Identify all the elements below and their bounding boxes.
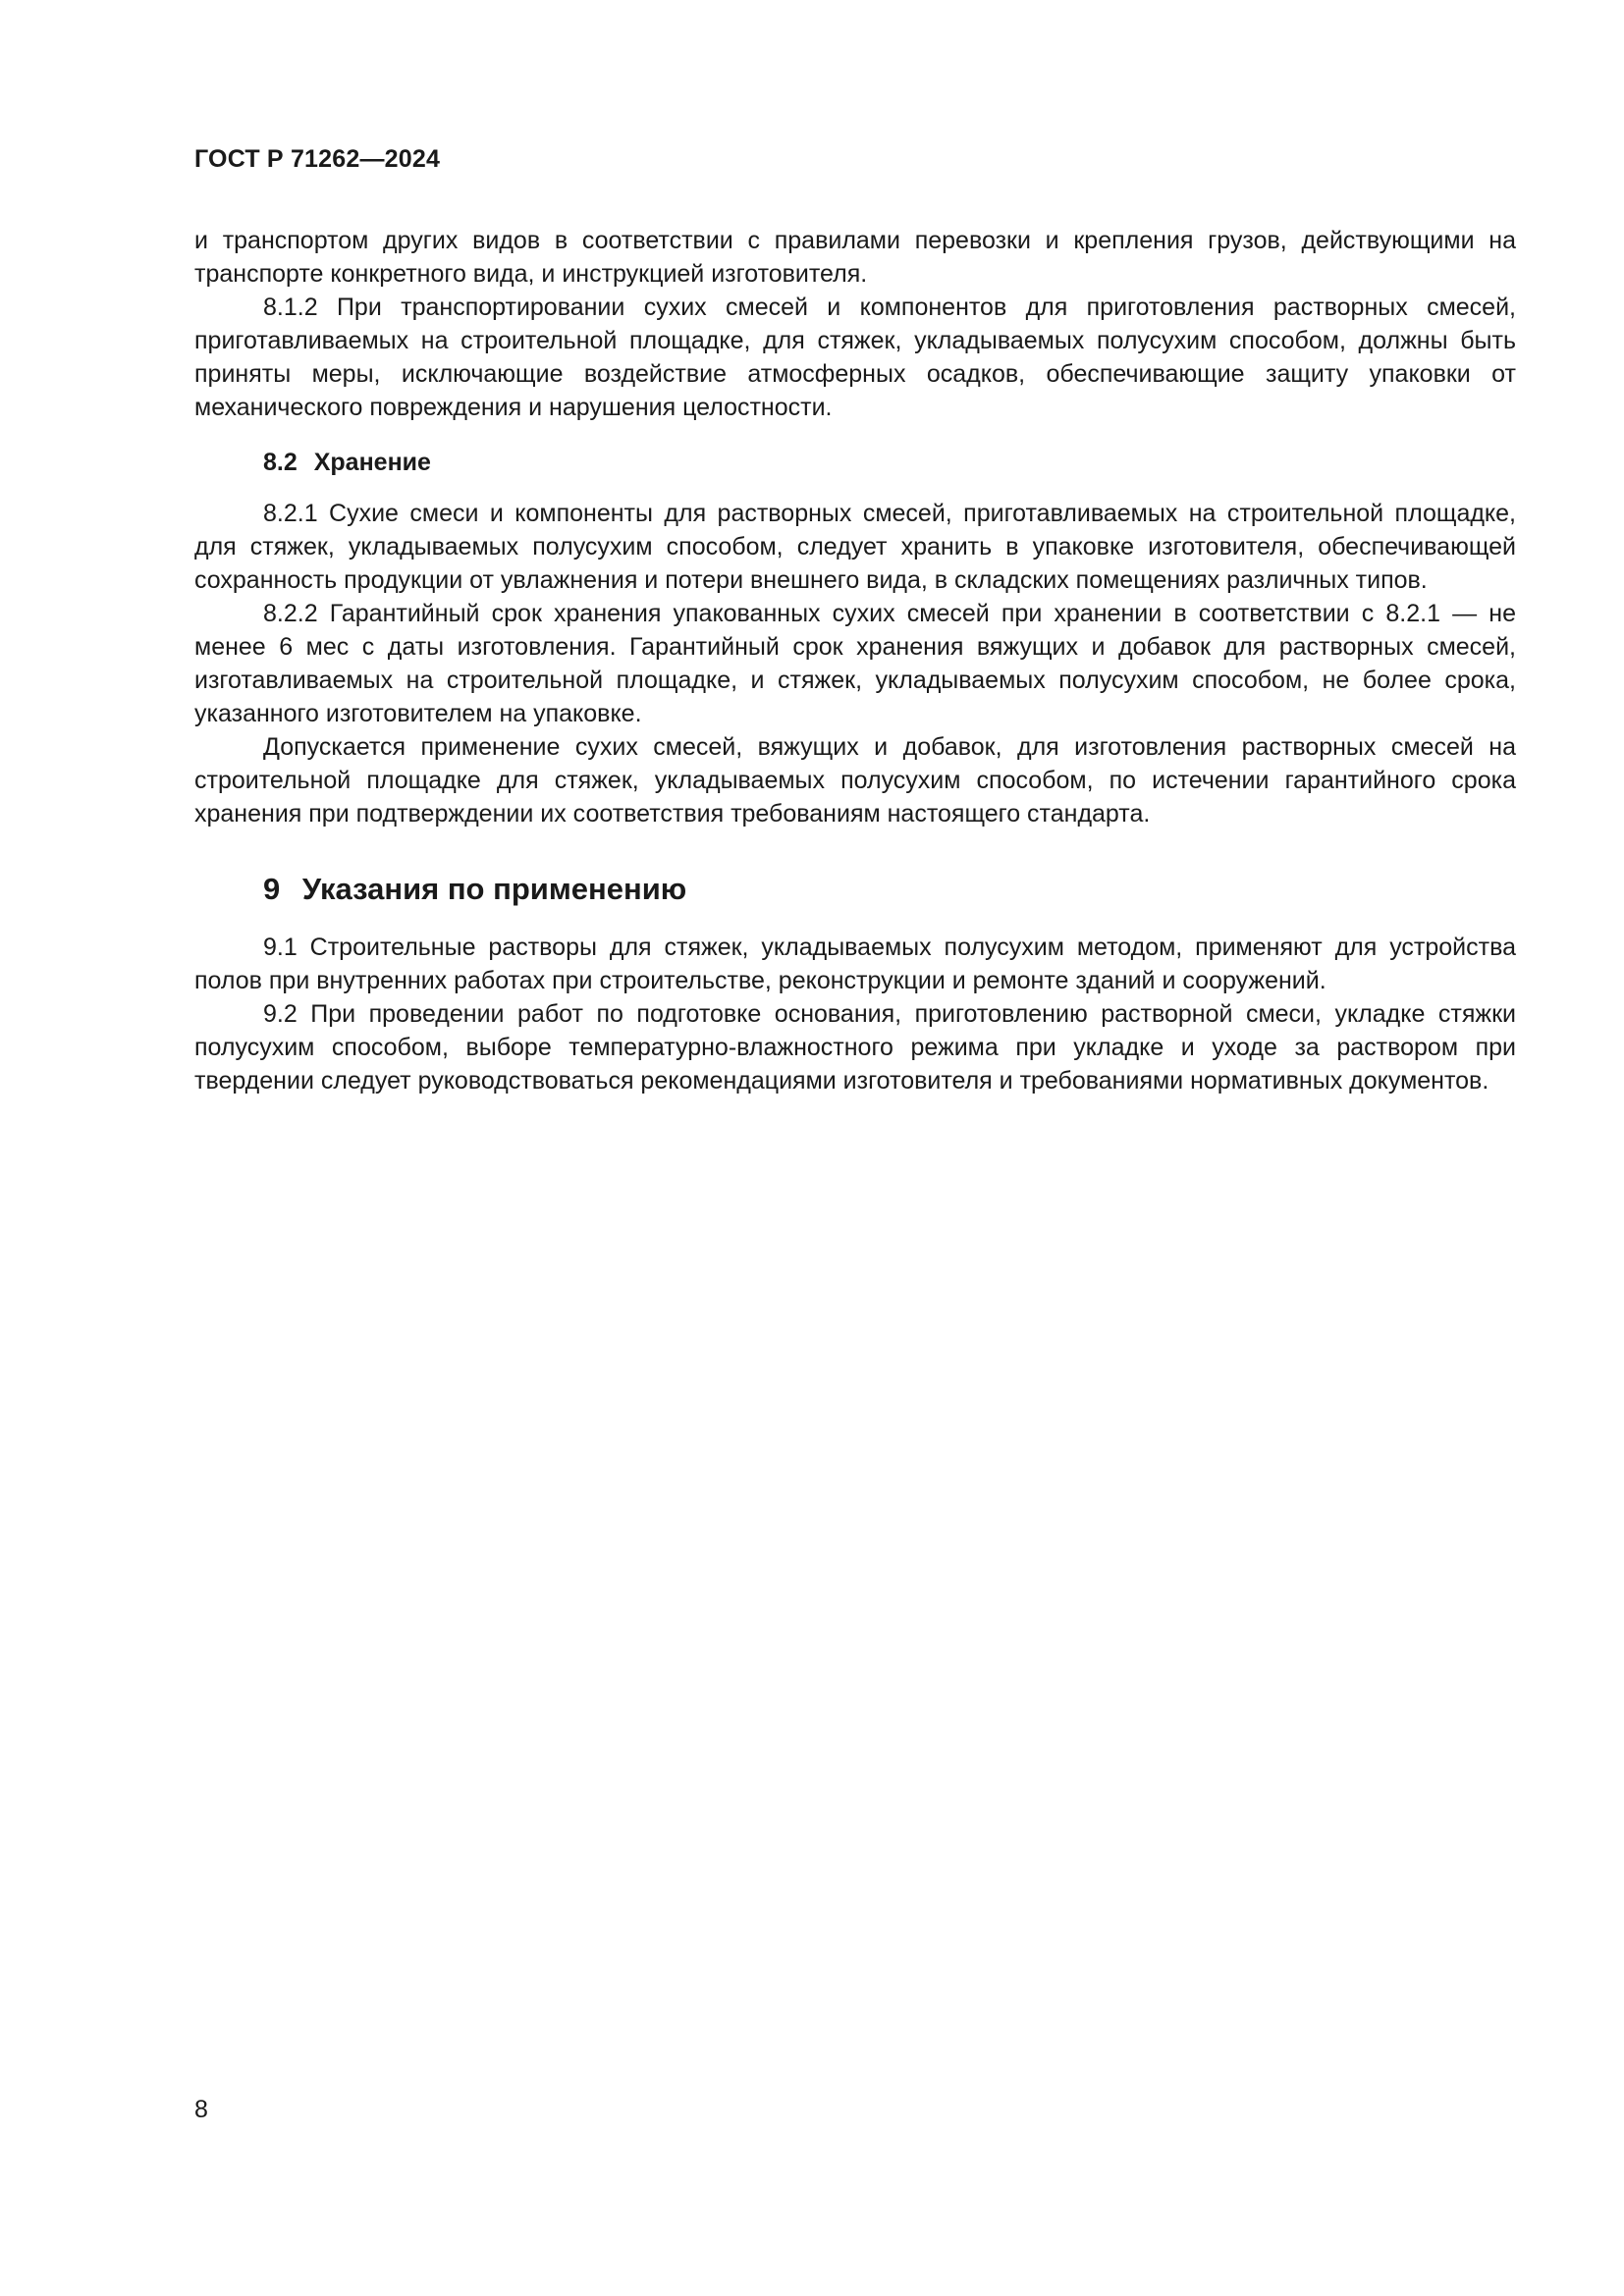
paragraph-8-1-2: 8.1.2 При транспортировании сухих смесей и компонентов для приготовления растворных смесей, приготавливаемых на строительной площадке, для стяжек, укладываемых полусухим способом, должны быть приняты меры, исключающие воздействие атмосферных осадков, обеспечивающие защиту упаковки от механического повреждения и нарушения целостности.	[194, 294, 1516, 421]
subsection-title: Хранение	[313, 449, 431, 476]
page-number: 8	[194, 2096, 208, 2123]
subsection-number: 8.2	[263, 449, 298, 476]
document-id-header: ГОСТ Р 71262—2024	[194, 145, 441, 173]
document-body	[194, 224, 1516, 1097]
paragraph-8-2-1: 8.2.1 Сухие смеси и компоненты для растворных смесей, приготавливаемых на строительной площадке, для стяжек, укладываемых полусухим способом, следует хранить в упаковке изготовителя, обеспечивающей сохранность продукции от увлажнения и потери внешнего вида, в складских помещениях различных типов.	[194, 500, 1516, 594]
paragraph-9-1: 9.1 Строительные растворы для стяжек, укладываемых полусухим методом, применяют для устройства полов при внутренних работах при строительстве, реконструкции и ремонте зданий и сооружений.	[194, 934, 1516, 994]
section-number: 9	[263, 872, 281, 906]
subsection-heading-8-2	[194, 446, 1516, 479]
paragraph-allowed: Допускается применение сухих смесей, вяжущих и добавок, для изготовления растворных смесей на строительной площадке для стяжек, укладываемых полусухим способом, по истечении гарантийного срока хранения при подтверждении их соответствия требованиям настоящего стандарта.	[194, 733, 1516, 828]
section-title: Указания по применению	[301, 872, 687, 906]
paragraph-continuation: и транспортом других видов в соответствии с правилами перевозки и крепления грузов, действующими на транспорте конкретного вида, и инструкцией изготовителя.	[194, 227, 1516, 288]
paragraph-9-2: 9.2 При проведении работ по подготовке основания, приготовлению растворной смеси, укладке стяжки полусухим способом, выборе температурно-влажностного режима при укладке и уходе за раствором при твердении следует руководствоваться рекомендациями изготовителя и требованиями нормативных документов.	[194, 1000, 1516, 1095]
paragraph-8-2-2: 8.2.2 Гарантийный срок хранения упакованных сухих смесей при хранении в соответствии с 8.2.1 — не менее 6 мес с даты изготовления. Гарантийный срок хранения вяжущих и добавок для растворных смесей, изготавливаемых на строительной площадке, и стяжек, укладываемых полусухим способом, не более срока, указанного изготовителем на упаковке.	[194, 600, 1516, 727]
section-heading-9	[194, 870, 1516, 909]
